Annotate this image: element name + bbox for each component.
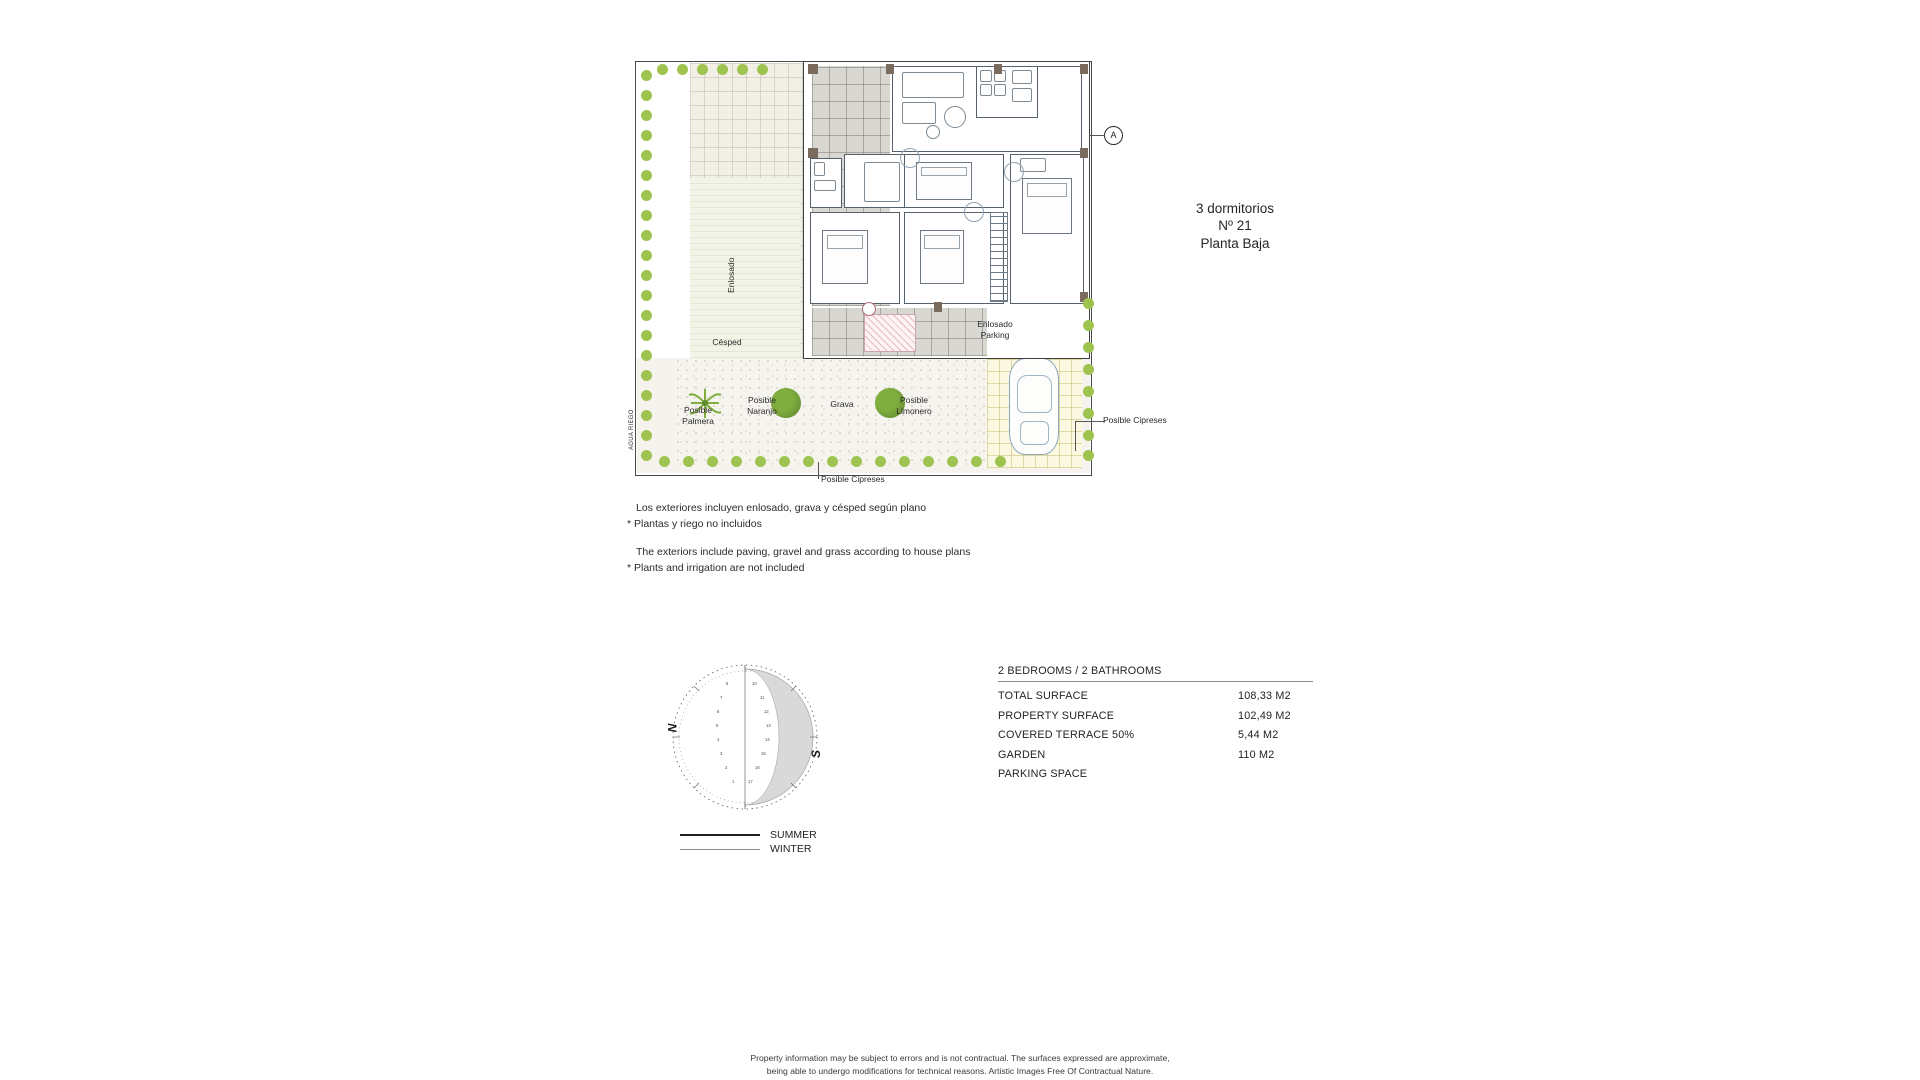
kitchen-unit-4 — [994, 84, 1006, 96]
wardrobe-hall — [864, 162, 900, 202]
svg-text:10: 10 — [752, 681, 757, 686]
meter-symbol — [862, 302, 876, 316]
hedge-unit — [641, 190, 652, 201]
north-label: N — [665, 723, 680, 733]
svg-text:8: 8 — [726, 681, 729, 686]
hedge-unit — [923, 456, 934, 467]
bed-3 — [822, 230, 868, 284]
hedge-unit — [757, 64, 768, 75]
hedge-unit — [779, 456, 790, 467]
svg-text:11: 11 — [760, 695, 765, 700]
legend-bar-summer — [680, 834, 760, 836]
hedge-unit — [641, 370, 652, 381]
pillar-6 — [1080, 64, 1088, 74]
spec-row — [998, 690, 1313, 710]
spec-value: 5,44 M2 — [1238, 729, 1279, 741]
hedge-unit — [1083, 386, 1094, 397]
pillar-2 — [994, 64, 1002, 74]
label-cipreses-right: Posible Cipreses — [1103, 415, 1167, 425]
legend-row-summer — [680, 828, 817, 842]
label-limonero-line1: Posible — [900, 395, 928, 405]
hedge-unit — [641, 170, 652, 181]
south-label: S — [809, 749, 824, 759]
side-table — [926, 125, 940, 139]
spec-value: 108,33 M2 — [1238, 690, 1291, 702]
label-palmera-line1: Posible — [684, 405, 712, 415]
bed-4 — [920, 230, 964, 284]
hedge-unit — [641, 70, 652, 81]
hedge-unit — [1083, 298, 1094, 309]
label-palmera-line2: Palmera — [682, 416, 714, 426]
plan-title-line-3: Planta Baja — [1200, 235, 1270, 251]
legend-bar-winter — [680, 849, 760, 850]
hedge-unit — [657, 64, 668, 75]
door-arc-1 — [900, 148, 920, 168]
svg-text:1: 1 — [732, 779, 735, 784]
hedge-unit — [803, 456, 814, 467]
axis-leader — [1090, 135, 1105, 136]
hedge-unit — [1083, 430, 1094, 441]
axis-marker-a: A — [1104, 126, 1123, 145]
note-en-line-2: * Plants and irrigation are not included — [627, 561, 805, 574]
plan-title-line-2: Nº 21 — [1218, 218, 1252, 234]
hedge-unit — [683, 456, 694, 467]
utility-hatch — [864, 314, 916, 352]
leader-line-right — [1075, 421, 1105, 422]
svg-text:4: 4 — [717, 737, 720, 742]
hedge-unit — [641, 130, 652, 141]
hedge-unit — [899, 456, 910, 467]
hedge-unit — [641, 90, 652, 101]
floor-plan-drawing — [629, 58, 1167, 484]
hedge-unit — [641, 410, 652, 421]
pillar-1 — [886, 64, 894, 74]
hedge-unit — [641, 330, 652, 341]
staircase — [990, 212, 1008, 302]
sun-diagram-svg — [660, 655, 840, 825]
svg-text:13: 13 — [766, 723, 771, 728]
spec-key: COVERED TERRACE 50% — [998, 729, 1135, 741]
wc-1 — [814, 162, 825, 176]
svg-text:16: 16 — [755, 765, 760, 770]
svg-text:5: 5 — [716, 723, 719, 728]
spec-key: PROPERTY SURFACE — [998, 709, 1115, 722]
sink — [1012, 88, 1032, 102]
label-cipreses-bottom: Posible Cipreses — [821, 474, 885, 484]
hedge-unit — [677, 64, 688, 75]
sun-legend — [680, 828, 817, 856]
hedge-unit — [641, 450, 652, 461]
footer-disclaimer — [0, 1052, 1920, 1078]
footer-line-1: Property information may be subject to errors and is not contractual. The surfaces expressed are approximate, — [750, 1053, 1170, 1063]
sofa-1 — [902, 72, 964, 98]
hedge-unit — [1083, 364, 1094, 375]
label-naranjo-line2: Naranjo — [747, 406, 777, 416]
label-parking-line1: Enlosado — [977, 319, 1013, 329]
grass-zone — [690, 178, 800, 358]
note-en-line-1: The exteriors include paving, gravel and grass according to house plans — [636, 545, 971, 558]
exterior-notes — [627, 500, 970, 576]
hedge-unit — [707, 456, 718, 467]
spec-key: PARKING SPACE — [998, 768, 1088, 780]
specification-table — [998, 665, 1313, 788]
car-symbol — [1009, 358, 1059, 455]
spec-heading: 2 BEDROOMS / 2 BATHROOMS — [998, 665, 1313, 682]
leader-line-bottom — [818, 462, 819, 479]
svg-text:17: 17 — [748, 779, 753, 784]
hedge-unit — [1083, 342, 1094, 353]
bed-master — [1022, 178, 1072, 234]
coffee-table — [944, 106, 966, 128]
kitchen-unit-3 — [980, 84, 992, 96]
hedge-unit — [947, 456, 958, 467]
house-outline — [803, 61, 1090, 359]
leader-line-right-v — [1075, 421, 1076, 451]
legend-label-summer: SUMMER — [770, 829, 817, 841]
hedge-unit — [971, 456, 982, 467]
door-arc-2 — [964, 202, 984, 222]
hedge-unit — [737, 64, 748, 75]
label-naranjo-line1: Posible — [748, 395, 776, 405]
kitchen-unit-1 — [980, 70, 992, 82]
hedge-unit — [641, 270, 652, 281]
door-arc-3 — [1004, 162, 1024, 182]
hedge-unit — [717, 64, 728, 75]
footer-line-2: being able to undergo modifications for technical reasons. Artistic Images Free Of Contractual Nature. — [766, 1065, 1154, 1076]
hedge-unit — [875, 456, 886, 467]
spec-row — [998, 710, 1313, 730]
spec-value: 102,49 M2 — [1238, 709, 1291, 722]
hedge-unit — [641, 310, 652, 321]
spec-row — [998, 768, 1313, 788]
note-es-line-2: * Plantas y riego no incluidos — [627, 518, 762, 531]
hedge-unit — [641, 210, 652, 221]
hedge-unit — [641, 250, 652, 261]
hedge-unit — [995, 456, 1006, 467]
hedge-unit — [641, 350, 652, 361]
hedge-unit — [1083, 408, 1094, 419]
svg-text:3: 3 — [720, 751, 723, 756]
hedge-unit — [827, 456, 838, 467]
legend-label-winter: WINTER — [770, 843, 812, 855]
pillar-3 — [808, 64, 818, 74]
spec-key: GARDEN — [998, 748, 1046, 761]
note-es-line-1: Los exteriores incluyen enlosado, grava y césped según plano — [636, 502, 927, 514]
legend-row-winter — [680, 842, 817, 856]
label-grava: Grava — [830, 399, 854, 409]
spec-row — [998, 749, 1313, 769]
label-cesped: Césped — [712, 337, 742, 347]
hedge-unit — [1083, 450, 1094, 461]
sun-path-diagram — [660, 655, 840, 835]
label-limonero-line2: Limonero — [896, 406, 932, 416]
svg-text:2: 2 — [725, 765, 728, 770]
plan-title — [1120, 200, 1350, 252]
spec-value: 110 M2 — [1238, 748, 1275, 761]
hob — [1012, 70, 1032, 84]
svg-text:7: 7 — [720, 695, 723, 700]
label-agua-riego: AGUA RIEGO — [629, 409, 635, 450]
svg-text:15: 15 — [761, 751, 766, 756]
basin-1 — [814, 180, 836, 191]
hedge-unit — [731, 456, 742, 467]
bed-2 — [916, 162, 972, 200]
spec-row — [998, 729, 1313, 749]
svg-text:14: 14 — [765, 737, 770, 742]
hedge-unit — [697, 64, 708, 75]
svg-text:6: 6 — [717, 709, 720, 714]
hedge-unit — [641, 110, 652, 121]
label-enlosado: Enlosado — [726, 257, 736, 293]
svg-text:12: 12 — [764, 709, 769, 714]
hedge-unit — [851, 456, 862, 467]
hedge-unit — [641, 390, 652, 401]
sofa-2 — [902, 102, 936, 124]
hedge-unit — [755, 456, 766, 467]
hedge-unit — [1083, 320, 1094, 331]
pillar-4 — [808, 148, 818, 158]
hedge-unit — [659, 456, 670, 467]
pillar-5 — [1080, 148, 1088, 158]
plan-title-line-1: 3 dormitorios — [1195, 201, 1275, 216]
spec-key: TOTAL SURFACE — [998, 690, 1088, 702]
hedge-unit — [641, 290, 652, 301]
hedge-unit — [641, 230, 652, 241]
hedge-unit — [641, 430, 652, 441]
hedge-unit — [641, 150, 652, 161]
label-parking-line2: Parking — [980, 330, 1010, 340]
pillar-8 — [934, 302, 942, 312]
